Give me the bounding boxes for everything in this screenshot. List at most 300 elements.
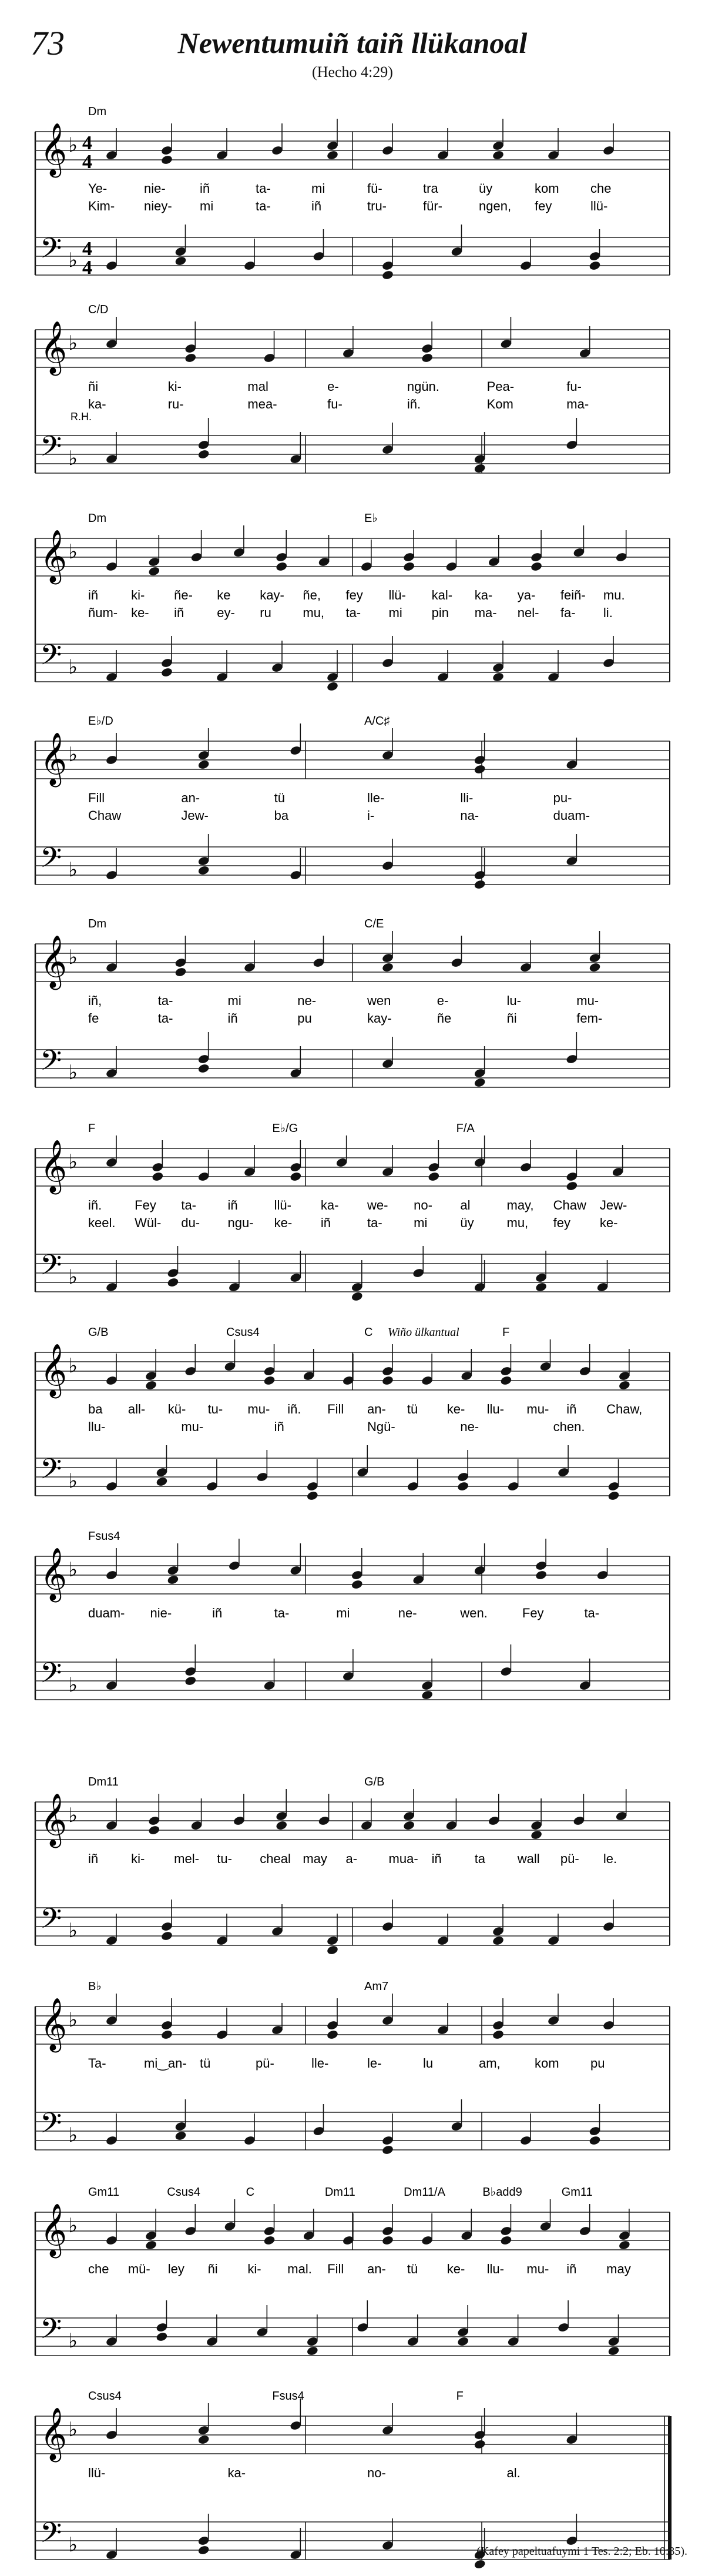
bass-notes-4 bbox=[105, 834, 578, 890]
lyric-syllable: cheal bbox=[260, 1851, 291, 1866]
lyric-syllable: lu- bbox=[506, 993, 521, 1008]
flat-key-signature-icon: ♭ bbox=[68, 2008, 78, 2032]
note-head bbox=[184, 1676, 197, 1686]
lyric-syllable: we- bbox=[367, 1198, 388, 1212]
note-head bbox=[492, 2029, 504, 2040]
note-head bbox=[500, 1375, 512, 1386]
bass-staff-10 bbox=[35, 2106, 670, 2150]
note-head bbox=[474, 879, 486, 890]
lyric-syllable: llü- bbox=[88, 2466, 106, 2480]
scripture-reference: (Hecho 4:29) bbox=[312, 63, 393, 81]
time-signature-bass: 4 bbox=[82, 257, 92, 279]
chord-symbol: C bbox=[246, 2186, 255, 2199]
note-head bbox=[618, 2240, 630, 2250]
lyric-syllable: no- bbox=[414, 1198, 432, 1212]
chord-symbol: F/A bbox=[456, 1122, 475, 1135]
lyric-syllable: may bbox=[606, 2262, 631, 2276]
bass-clef-icon: 𝄢 bbox=[40, 232, 62, 272]
flat-key-signature-icon: ♭ bbox=[68, 2533, 78, 2557]
lyric-syllable: üy bbox=[479, 181, 493, 196]
lyric-syllable: ba bbox=[88, 1402, 103, 1416]
treble-clef-icon: 𝄞 bbox=[40, 935, 68, 988]
treble-notes-5 bbox=[105, 931, 601, 977]
note-head bbox=[174, 967, 187, 977]
flat-key-signature-icon: ♭ bbox=[68, 540, 78, 564]
note-head bbox=[326, 681, 338, 692]
note-head bbox=[381, 2235, 394, 2246]
lyric-syllable: mu- bbox=[247, 1402, 270, 1416]
lyric-syllable: Jew- bbox=[181, 808, 209, 823]
lyric-syllable: du- bbox=[181, 1215, 200, 1230]
note-head bbox=[351, 1291, 363, 1302]
note-head bbox=[589, 962, 601, 973]
lyric-syllable: chen. bbox=[553, 1419, 585, 1434]
note-head bbox=[381, 1375, 394, 1386]
lyric-syllable: Fey bbox=[135, 1198, 156, 1212]
bass-clef-icon: 𝄢 bbox=[40, 1044, 62, 1084]
lyric-syllable: fu- bbox=[566, 379, 582, 394]
lyric-syllable: pu- bbox=[553, 790, 572, 805]
system-7 bbox=[35, 1326, 670, 1501]
note-head bbox=[156, 1476, 168, 1487]
note-head bbox=[381, 270, 394, 280]
lyric-syllable: ka- bbox=[227, 2466, 246, 2480]
note-head bbox=[174, 256, 187, 266]
lyric-syllable: tu- bbox=[207, 1402, 223, 1416]
treble-staff-2 bbox=[35, 321, 670, 376]
lyric-syllable: pin bbox=[431, 605, 449, 620]
lyric-syllable: ta- bbox=[256, 199, 271, 213]
lyric-syllable: ki- bbox=[247, 2262, 261, 2276]
lyric-syllable: Ye- bbox=[88, 181, 108, 196]
lyric-syllable: fem- bbox=[576, 1011, 603, 1026]
system-2 bbox=[35, 303, 670, 474]
flat-key-signature-icon: ♭ bbox=[68, 2418, 78, 2441]
bass-clef-icon: 𝄢 bbox=[40, 1902, 62, 1942]
bass-clef-icon: 𝄢 bbox=[40, 1248, 62, 1288]
time-signature-treble: 4 bbox=[82, 132, 92, 154]
lyric-syllable: ma- bbox=[566, 397, 589, 411]
bass-notes-8 bbox=[105, 1644, 591, 1700]
lyric-syllable: ke- bbox=[599, 1215, 618, 1230]
note-head bbox=[160, 2029, 173, 2040]
flat-key-signature-icon: ♭ bbox=[68, 2123, 78, 2147]
note-head bbox=[184, 353, 197, 363]
chord-symbol: G/B bbox=[364, 1776, 385, 1788]
lyric-syllable: mu- bbox=[526, 1402, 549, 1416]
chord-symbol: B♭add9 bbox=[482, 2186, 522, 2199]
note-head bbox=[607, 2346, 620, 2356]
note-head bbox=[145, 2240, 157, 2250]
note-head bbox=[566, 1181, 578, 1191]
note-head bbox=[152, 1171, 164, 1182]
treble-clef-icon: 𝄞 bbox=[40, 1140, 68, 1192]
lyric-syllable: an- bbox=[367, 2262, 386, 2276]
flat-key-signature-icon: ♭ bbox=[68, 1061, 78, 1084]
lyric-syllable: ta- bbox=[274, 1606, 290, 1620]
note-head bbox=[457, 1481, 469, 1492]
note-head bbox=[290, 1171, 302, 1182]
note-head bbox=[160, 667, 173, 678]
note-head bbox=[148, 1825, 160, 1835]
lyric-syllable: ke- bbox=[446, 1402, 465, 1416]
lyric-syllable: mu, bbox=[303, 605, 325, 620]
treble-notes-8 bbox=[105, 1539, 609, 1590]
bass-clef-icon: 𝄢 bbox=[40, 638, 62, 678]
system-9 bbox=[35, 1776, 670, 1955]
flat-key-signature-icon: ♭ bbox=[68, 1804, 78, 1827]
lyric-syllable: Ta- bbox=[88, 2056, 106, 2071]
lyric-syllable: iñ. bbox=[287, 1402, 301, 1416]
lyric-syllable: iñ. bbox=[88, 1198, 102, 1212]
chord-symbol: Csus4 bbox=[226, 1326, 260, 1339]
lyric-syllable: mi bbox=[388, 605, 402, 620]
bass-clef-icon: 𝄢 bbox=[40, 2106, 62, 2146]
treble-notes-10 bbox=[105, 1994, 615, 2040]
note-head bbox=[492, 672, 504, 682]
flat-key-signature-icon: ♭ bbox=[68, 1265, 78, 1289]
chord-symbol: Dm11/A bbox=[404, 2186, 445, 2199]
bass-notes-1 bbox=[105, 225, 601, 280]
lyric-syllable: pu bbox=[590, 2056, 605, 2071]
note-head bbox=[197, 865, 210, 876]
lyric-syllable: ñi bbox=[207, 2262, 218, 2276]
lyric-syllable: ñe- bbox=[174, 588, 193, 602]
flat-key-signature-icon: ♭ bbox=[68, 858, 78, 882]
lyric-syllable: ki- bbox=[131, 1851, 145, 1866]
lyric-syllable: ke- bbox=[446, 2262, 465, 2276]
lyric-syllable: ta- bbox=[157, 993, 173, 1008]
treble-clef-icon: 𝄞 bbox=[40, 1344, 68, 1396]
lyric-syllable: Chaw, bbox=[606, 1402, 643, 1416]
system-4 bbox=[35, 715, 670, 890]
lyric-syllable: wall bbox=[517, 1851, 540, 1866]
lyric-syllable: an- bbox=[181, 790, 200, 805]
treble-notes-1 bbox=[105, 119, 615, 165]
flat-key-signature-icon: ♭ bbox=[68, 2214, 78, 2237]
lyric-syllable: mu- bbox=[181, 1419, 204, 1434]
lyric-syllable: mu- bbox=[576, 993, 599, 1008]
note-head bbox=[474, 764, 486, 775]
note-head bbox=[500, 2235, 512, 2246]
lyric-syllable: i- bbox=[367, 808, 375, 823]
lyric-syllable: iñ bbox=[200, 181, 210, 196]
bass-staff-2 bbox=[35, 430, 670, 473]
chord-symbol: E♭ bbox=[364, 512, 378, 525]
lyric-syllable: tü bbox=[200, 2056, 211, 2071]
note-head bbox=[428, 1171, 440, 1182]
lyric-syllable: fü- bbox=[367, 181, 382, 196]
chord-symbol: Dm11 bbox=[324, 2186, 355, 2199]
note-head bbox=[589, 2135, 601, 2146]
lyric-syllable: ey- bbox=[217, 605, 235, 620]
note-head bbox=[607, 1490, 620, 1501]
system-8 bbox=[35, 1530, 670, 1700]
lyric-syllable: mu. bbox=[603, 588, 625, 602]
lyric-syllable: iñ bbox=[227, 1011, 238, 1026]
note-head bbox=[402, 561, 415, 572]
treble-clef-icon: 𝄞 bbox=[40, 321, 68, 374]
chord-symbol: A/C♯ bbox=[364, 715, 390, 728]
lyric-syllable: mü- bbox=[127, 2262, 150, 2276]
flat-key-signature-icon: ♭ bbox=[68, 2329, 78, 2353]
lyric-syllable: mi bbox=[227, 993, 241, 1008]
lyric-syllable: Ngü- bbox=[367, 1419, 395, 1434]
lyric-syllable: lle- bbox=[311, 2056, 329, 2071]
lyric-syllable: tü bbox=[274, 790, 286, 805]
lyric-syllable: no- bbox=[367, 2466, 386, 2480]
chord-symbol: F bbox=[502, 1326, 510, 1339]
bass-staff-8 bbox=[35, 1656, 670, 1700]
lyric-syllable: kü- bbox=[167, 1402, 186, 1416]
lyric-syllable: kay- bbox=[367, 1011, 392, 1026]
chord-symbol: C bbox=[364, 1326, 373, 1339]
note-head bbox=[263, 1375, 276, 1386]
chord-symbol: F bbox=[88, 1122, 96, 1135]
lyric-syllable: feiñ- bbox=[560, 588, 586, 602]
bass-notes-7 bbox=[105, 1445, 620, 1501]
system-10 bbox=[35, 1980, 670, 2155]
lyric-syllable: kom bbox=[535, 2056, 559, 2071]
treble-notes-12 bbox=[105, 2399, 578, 2450]
note-head bbox=[492, 150, 504, 160]
note-head bbox=[167, 1277, 179, 1288]
lyric-syllable: na- bbox=[460, 808, 479, 823]
note-head bbox=[535, 1282, 547, 1292]
lyric-syllable: iñ bbox=[320, 1215, 331, 1230]
system-11 bbox=[35, 2186, 670, 2356]
lyric-syllable: ne- bbox=[460, 1419, 479, 1434]
lyric-syllable: keel. bbox=[88, 1215, 116, 1230]
lyric-syllable: ka- bbox=[320, 1198, 339, 1212]
lyric-syllable: Fill bbox=[88, 790, 105, 805]
lyric-syllable: tu- bbox=[217, 1851, 232, 1866]
lyric-syllable: duam- bbox=[88, 1606, 125, 1620]
chord-symbol: B♭ bbox=[88, 1980, 102, 1993]
bass-staff-6 bbox=[35, 1248, 670, 1292]
lyric-syllable: pu bbox=[297, 1011, 312, 1026]
lyric-syllable: che bbox=[590, 181, 612, 196]
lyric-syllable: kal- bbox=[431, 588, 453, 602]
lyric-syllable: le- bbox=[367, 2056, 382, 2071]
lyric-syllable: wen bbox=[367, 993, 391, 1008]
lyric-syllable: ke bbox=[217, 588, 231, 602]
lyric-syllable: kom bbox=[535, 181, 559, 196]
chord-symbol: C/D bbox=[88, 303, 109, 316]
lyric-syllable: ngen, bbox=[479, 199, 512, 213]
lyric-syllable: iñ bbox=[566, 2262, 577, 2276]
lyric-syllable: llu- bbox=[486, 1402, 504, 1416]
note-head bbox=[167, 1575, 179, 1585]
lyric-syllable: llü- bbox=[388, 588, 406, 602]
lyric-syllable: mu- bbox=[526, 2262, 549, 2276]
lyric-syllable: iñ. bbox=[407, 397, 421, 411]
lyric-syllable: ñi bbox=[506, 1011, 517, 1026]
lyric-syllable: Pea- bbox=[486, 379, 515, 394]
chord-symbol: G/B bbox=[88, 1326, 109, 1339]
bass-clef-icon: 𝄢 bbox=[40, 841, 62, 881]
flat-key-signature-icon: ♭ bbox=[68, 1673, 78, 1697]
lyric-syllable: tü bbox=[407, 1402, 418, 1416]
lyric-syllable: ka- bbox=[88, 397, 106, 411]
note-head bbox=[381, 962, 394, 973]
treble-staff-4 bbox=[35, 732, 670, 788]
treble-clef-icon: 𝄞 bbox=[40, 1547, 68, 1600]
treble-clef-icon: 𝄞 bbox=[40, 2407, 68, 2460]
lyric-syllable: ki- bbox=[167, 379, 182, 394]
chord-symbol: Fsus4 bbox=[88, 1530, 120, 1543]
lyric-syllable: ke- bbox=[274, 1215, 293, 1230]
lyric-syllable: may bbox=[303, 1851, 327, 1866]
lyric-syllable: ba bbox=[274, 808, 289, 823]
note-head bbox=[276, 1820, 288, 1831]
system-3 bbox=[35, 512, 670, 692]
note-head bbox=[326, 1945, 338, 1955]
footnote: (Kafey papeltuafuymi 1 Tes. 2:2; Eb. 10:35). bbox=[476, 2545, 687, 2558]
bass-clef-icon: 𝄢 bbox=[40, 1656, 62, 1696]
lyric-syllable: llu- bbox=[88, 1419, 106, 1434]
lyric-syllable: ya- bbox=[517, 588, 536, 602]
flat-key-signature-icon: ♭ bbox=[68, 249, 78, 272]
note-head bbox=[618, 1380, 630, 1391]
lyric-syllable: lle- bbox=[367, 790, 385, 805]
lyric-syllable: ta- bbox=[256, 181, 271, 196]
lyric-syllable: llu- bbox=[486, 2262, 504, 2276]
lyric-syllable: iñ bbox=[227, 1198, 238, 1212]
system-6 bbox=[35, 1122, 670, 1302]
chord-symbol: Gm11 bbox=[88, 2186, 119, 2199]
treble-notes-7 bbox=[105, 1339, 630, 1391]
lyric-syllable: fey bbox=[345, 588, 363, 602]
lyric-syllable: mi bbox=[311, 181, 325, 196]
lyric-syllable: mal. bbox=[287, 2262, 312, 2276]
treble-notes-9 bbox=[105, 1789, 627, 1840]
lyric-syllable: ngu- bbox=[227, 1215, 254, 1230]
note-head bbox=[457, 2336, 469, 2347]
note-head bbox=[197, 759, 210, 770]
lyric-syllable: Kim- bbox=[88, 199, 115, 213]
lyric-syllable: mel- bbox=[174, 1851, 199, 1866]
note-head bbox=[326, 2029, 338, 2040]
treble-staff-12 bbox=[35, 2407, 670, 2463]
lyric-syllable: nie- bbox=[150, 1606, 172, 1620]
flat-key-signature-icon: ♭ bbox=[68, 655, 78, 679]
chord-symbol: C/E bbox=[364, 917, 384, 930]
flat-key-signature-icon: ♭ bbox=[68, 133, 78, 157]
time-signature-treble: 4 bbox=[82, 151, 92, 173]
note-head bbox=[148, 566, 160, 577]
lyric-syllable: fa- bbox=[560, 605, 576, 620]
lyric-syllable: tü bbox=[407, 2262, 418, 2276]
lyric-syllable: niey- bbox=[144, 199, 172, 213]
lyric-syllable: a- bbox=[345, 1851, 358, 1866]
lyric-syllable: tra bbox=[423, 181, 438, 196]
chord-symbol: Dm11 bbox=[88, 1776, 119, 1788]
flat-key-signature-icon: ♭ bbox=[68, 1354, 78, 1378]
lyric-syllable: ta- bbox=[157, 1011, 173, 1026]
lyric-syllable: ne- bbox=[297, 993, 317, 1008]
lyric-syllable: ngün. bbox=[407, 379, 439, 394]
lyric-syllable: mi bbox=[200, 199, 214, 213]
note-head bbox=[351, 1579, 363, 1590]
treble-notes-3 bbox=[105, 525, 627, 577]
chord-symbol: E♭/G bbox=[272, 1122, 298, 1135]
lyric-syllable: Kom bbox=[486, 397, 513, 411]
lyric-syllable: Chaw bbox=[553, 1198, 586, 1212]
lyric-syllable: ka- bbox=[474, 588, 493, 602]
lyric-syllable: pü- bbox=[560, 1851, 579, 1866]
lyric-syllable: fey bbox=[553, 1215, 571, 1230]
treble-clef-icon: 𝄞 bbox=[40, 1998, 68, 2051]
note-head bbox=[156, 2332, 168, 2342]
lyric-syllable: mi‿an- bbox=[144, 2056, 187, 2071]
lyric-syllable: für- bbox=[423, 199, 442, 213]
system-5 bbox=[35, 917, 670, 1088]
note-head bbox=[492, 1935, 504, 1946]
lyric-syllable: li. bbox=[603, 605, 613, 620]
lyric-syllable: kay- bbox=[260, 588, 284, 602]
song-title: Newentumuiñ taiñ llükanoal bbox=[177, 26, 528, 59]
note-head bbox=[306, 1490, 318, 1501]
lyric-syllable: iñ, bbox=[88, 993, 102, 1008]
chord-symbol: Csus4 bbox=[88, 2390, 122, 2403]
chord-symbol: Gm11 bbox=[561, 2186, 593, 2199]
lyric-syllable: fu- bbox=[327, 397, 343, 411]
flat-key-signature-icon: ♭ bbox=[68, 331, 78, 355]
lyric-syllable: ru bbox=[260, 605, 271, 620]
lyric-syllable: che bbox=[88, 2262, 109, 2276]
note-head bbox=[197, 449, 210, 460]
note-head bbox=[145, 1380, 157, 1391]
flat-key-signature-icon: ♭ bbox=[68, 1558, 78, 1582]
chord-symbol: F bbox=[456, 2390, 464, 2403]
lyric-syllable: iñ bbox=[212, 1606, 223, 1620]
treble-clef-icon: 𝄞 bbox=[40, 530, 68, 582]
lyric-syllable: ñum- bbox=[88, 605, 118, 620]
lyric-syllable: nie- bbox=[144, 181, 166, 196]
note-head bbox=[197, 2545, 210, 2555]
bass-clef-icon: 𝄢 bbox=[40, 1452, 62, 1492]
bass-clef-icon: 𝄢 bbox=[40, 430, 62, 470]
flat-key-signature-icon: ♭ bbox=[68, 1919, 78, 1942]
note-head bbox=[402, 1820, 415, 1831]
lyric-syllable: Fill bbox=[327, 2262, 344, 2276]
treble-notes-11 bbox=[105, 2199, 630, 2250]
lyric-syllable: may, bbox=[506, 1198, 534, 1212]
lyric-syllable: nel- bbox=[517, 605, 539, 620]
treble-staff-10 bbox=[35, 1998, 670, 2053]
lyric-syllable: ma- bbox=[474, 605, 497, 620]
lyric-syllable: mua- bbox=[388, 1851, 418, 1866]
lyric-syllable: llü- bbox=[590, 199, 608, 213]
lyric-syllable: Fill bbox=[327, 1402, 344, 1416]
tempo-marking: Wiño ülkantual bbox=[388, 1326, 459, 1339]
chord-symbol: Dm bbox=[88, 917, 107, 930]
lyric-syllable: pü- bbox=[256, 2056, 274, 2071]
lyric-syllable: le. bbox=[603, 1851, 617, 1866]
chord-symbol: Am7 bbox=[364, 1980, 389, 1993]
note-head bbox=[421, 353, 433, 363]
note-head bbox=[306, 2346, 318, 2356]
note-head bbox=[474, 2559, 486, 2570]
lyric-syllable: mi bbox=[336, 1606, 350, 1620]
note-head bbox=[263, 2235, 276, 2246]
treble-notes-2 bbox=[105, 317, 591, 363]
flat-key-signature-icon: ♭ bbox=[68, 946, 78, 969]
lyric-syllable: ru- bbox=[167, 397, 184, 411]
chord-symbol: Dm bbox=[88, 512, 107, 525]
lyric-syllable: tru- bbox=[367, 199, 387, 213]
